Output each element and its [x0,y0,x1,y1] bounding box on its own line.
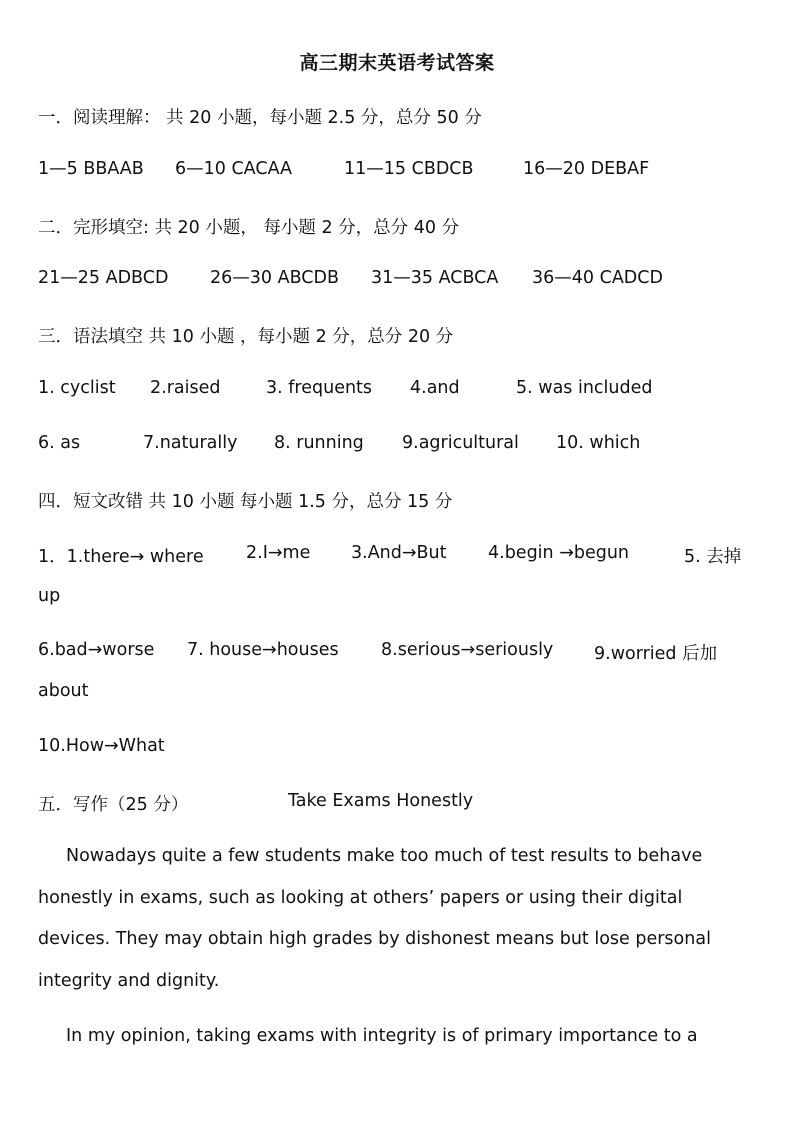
correction-answer: 8.serious→seriously [381,640,554,660]
grammar-answer: 5. was included [516,378,653,398]
answer-group: 1—5 BBAAB [38,159,144,179]
grammar-answer: 4.and [410,378,460,398]
section-4-heading: 四．短文改错 共 10 小题 每小题 1.5 分，总分 15 分 [38,492,453,512]
correction-answer: 5. 去掉 [684,547,742,567]
answer-group: 21—25 ADBCD [38,268,169,288]
section-5-heading: 五．写作（25 分） [38,795,189,815]
answer-group: 16—20 DEBAF [523,159,650,179]
section-4-row-3: 10.How→What [38,736,165,756]
answer-group: 31—35 ACBCA [371,268,499,288]
grammar-answer: 6. as [38,433,81,453]
section-3-heading: 三．语法填空 共 10 小题 ，每小题 2 分，总分 20 分 [38,327,454,347]
essay-title: Take Exams Honestly [288,791,474,811]
section-2-heading: 二．完形填空: 共 20 小题， 每小题 2 分，总分 40 分 [38,218,460,238]
essay-paragraph-2: In my opinion, taking exams with integrity is of primary importance to a [66,1026,698,1046]
correction-answer: 1．1.there→ where [38,547,204,567]
correction-answer: 6.bad→worse [38,640,155,660]
correction-answer: 7. house→houses [187,640,339,660]
answer-group: 6—10 CACAA [175,159,292,179]
answer-group: 36—40 CADCD [532,268,663,288]
section-4-row-1-continued: up [38,586,61,606]
essay-paragraph-1: Nowadays quite a few students make too much of test results to behave honestly in exams, such as looking at others’ papers or using their digital devices. They may obtain high grades by dishonest means but lose personal integrity and dignity. [38,846,711,991]
grammar-answer: 8. running [274,433,364,453]
grammar-answer: 2.raised [150,378,221,398]
answer-group: 26—30 ABCDB [210,268,339,288]
grammar-answer: 1. cyclist [38,378,116,398]
correction-answer: 9.worried 后加 [594,644,718,664]
grammar-answer: 10. which [556,433,641,453]
grammar-answer: 7.naturally [143,433,238,453]
document-title: 高三期末英语考试答案 [299,52,495,74]
grammar-answer: 3. frequents [266,378,373,398]
correction-answer: 3.And→But [351,543,447,563]
section-4-row-2-continued: about [38,681,89,701]
correction-answer: 4.begin →begun [488,543,630,563]
correction-answer: 2.I→me [246,543,311,563]
section-1-heading: 一．阅读理解： 共 20 小题，每小题 2.5 分，总分 50 分 [38,108,482,128]
answer-group: 11—15 CBDCB [344,159,474,179]
grammar-answer: 9.agricultural [402,433,519,453]
